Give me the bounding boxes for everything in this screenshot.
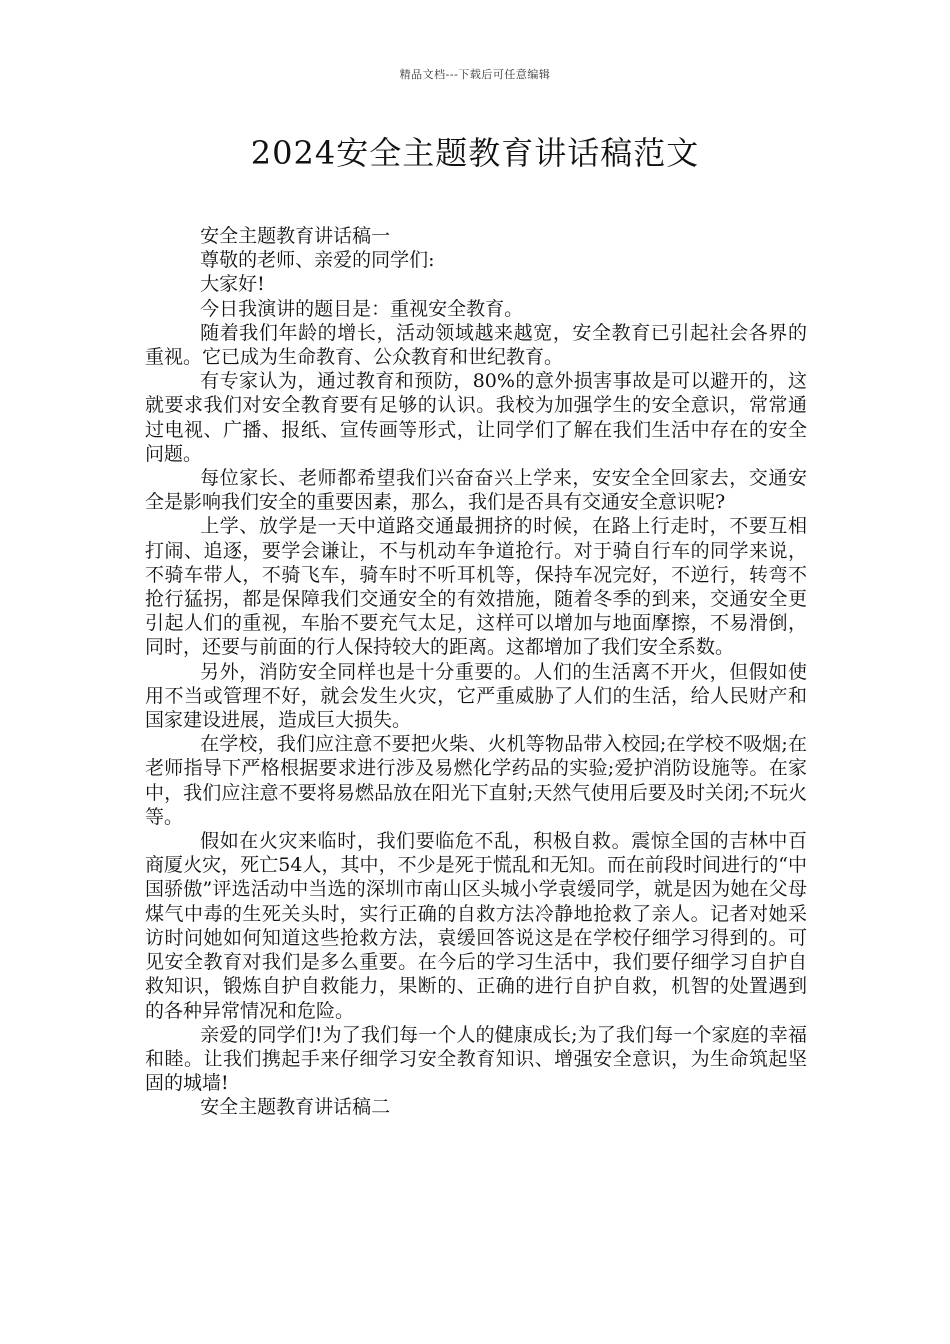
greeting: 大家好! xyxy=(200,273,265,296)
paragraph: 上学、放学是一天中道路交通最拥挤的时候，在路上行走时，不要互相打闹、追逐，要学会谦让，不与机动车争道抢行。对于骑自行车的同学来说，不骑车带人，不骑飞车，骑车时不听耳机等，保持车况完好，不逆行，转弯不抢行猛拐，都是保障我们交通安全的有效措施，随着冬季的到来，交通安全更引起人们的重视，车胎不要充气太足，这样可以增加与地面摩擦，不易滑倒，同时，还要与前面的行人保持较大的距离。这都增加了我们安全系数。 xyxy=(145,515,807,659)
salutation: 尊敬的老师、亲爱的同学们: xyxy=(200,249,435,272)
paragraph: 在学校，我们应注意不要把火柴、火机等物品带入校园;在学校不吸烟;在老师指导下严格根据要求进行涉及易燃化学药品的实验;爱护消防设施等。在家中，我们应注意不要将易燃品放在阳光下直射;天然气使用后要及时关闭;不玩火等。 xyxy=(145,733,807,828)
document-title: 2024安全主题教育讲话稿范文 xyxy=(250,134,700,172)
paragraph-topic: 今日我演讲的题目是：重视安全教育。 xyxy=(200,297,524,320)
paragraph: 每位家长、老师都希望我们兴奋奋兴上学来，安安全全回家去，交通安全是影响我们安全的重要因素，那么，我们是否具有交通安全意识呢? xyxy=(145,467,807,514)
paragraph: 假如在火灾来临时，我们要临危不乱，积极自救。震惊全国的吉林中百商厦火灾，死亡54人，其中，不少是死于慌乱和无知。而在前段时间进行的“中国骄傲”评选活动中当选的深圳市南山区头城小学袁缓同学，就是因为她在父母煤气中毒的生死关头时，实行正确的自救方法冷静地抢救了亲人。记者对她采访时问她如何知道这些抢救方法，袁缓回答说这是在学校仔细学习得到的。可见安全教育对我们是多么重要。在今后的学习生活中，我们要仔细学习自护自救知识，锻炼自护自救能力，果断的、正确的进行自护自救，机智的处置遇到的各种异常情况和危险。 xyxy=(145,830,807,1022)
paragraph: 随着我们年龄的增长，活动领域越来越宽，安全教育已引起社会各界的重视。它已成为生命教育、公众教育和世纪教育。 xyxy=(145,321,807,369)
paragraph-closing: 亲爱的同学们!为了我们每一个人的健康成长;为了我们每一个家庭的幸福和睦。让我们携起手来仔细学习安全教育知识、增强安全意识，为生命筑起坚固的城墙! xyxy=(145,1023,807,1095)
header-note: 精品文档---下载后可任意编辑 xyxy=(399,68,551,81)
section-heading-1: 安全主题教育讲话稿一 xyxy=(200,225,391,247)
paragraph: 有专家认为，通过教育和预防，80%的意外损害事故是可以避开的，这就要求我们对安全教育要有足够的认识。我校为加强学生的安全意识，常常通过电视、广播、报纸、宣传画等形式，让同学们了解在我们生活中存在的安全问题。 xyxy=(145,370,807,465)
paragraph: 另外，消防安全同样也是十分重要的。人们的生活离不开火，但假如使用不当或管理不好，就会发生火灾，它严重威胁了人们的生活，给人民财产和国家建设进展，造成巨大损失。 xyxy=(145,660,807,732)
section-heading-2: 安全主题教育讲话稿二 xyxy=(200,1096,391,1119)
document-body xyxy=(145,224,807,1120)
